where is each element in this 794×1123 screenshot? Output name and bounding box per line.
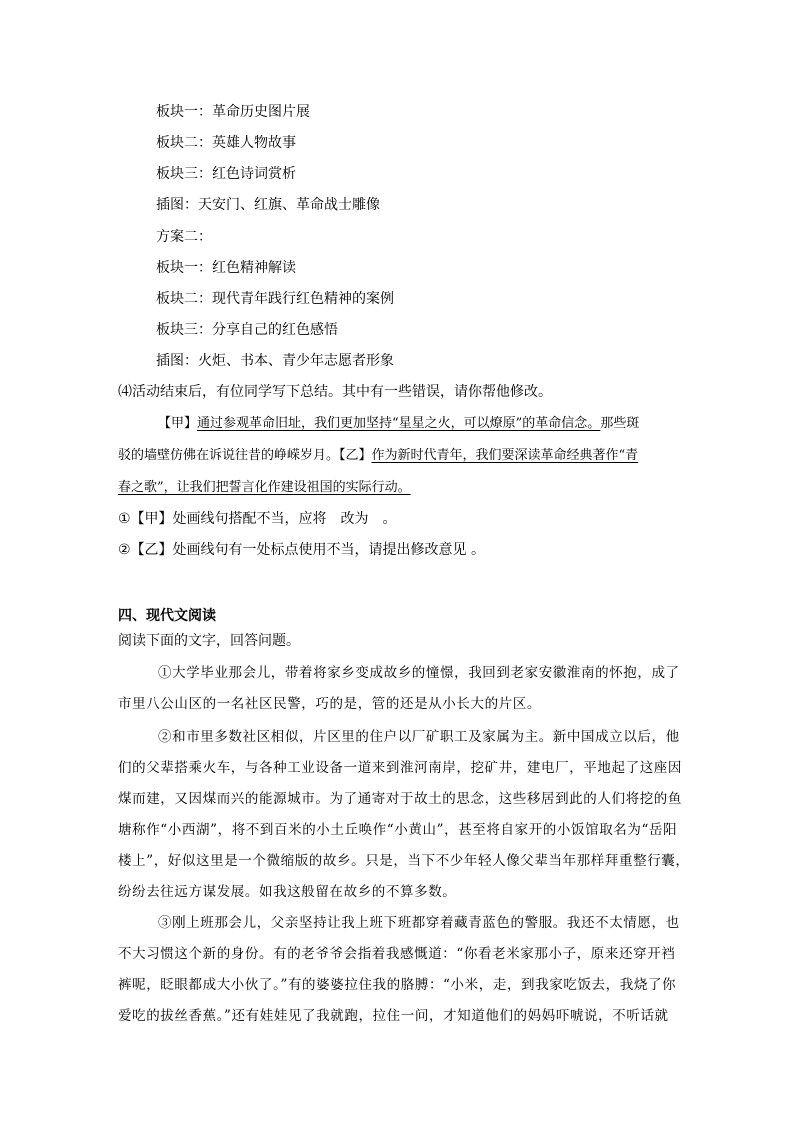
passage-line-1: [158, 414, 639, 434]
passage-line-3: [118, 478, 411, 498]
underlined-sentence-jia: 通过参观革命旧址，我们更加坚持“星星之火，可以燎原”的革命信念。: [197, 416, 601, 431]
plan2-block1: 板块一：红色精神解读: [156, 260, 296, 276]
passage-line-2: [118, 446, 638, 466]
underlined-sentence-yi: 作为新时代青年，我们要深读革命经典著作“青: [371, 448, 639, 463]
plan1-block2: 板块二：英雄人物故事: [156, 135, 296, 151]
article-p1-line2: 市里八公山区的一名社区民警，巧的是，管的还是从小长大的片区。: [118, 696, 541, 712]
article-p2-line3: 煤而建，又因煤而兴的能源城市。为了通寄对于故土的思念，这些移居到此的人们将挖的鱼: [118, 791, 682, 807]
article-p3-line2: 不大习惯这个新的身份。有的老爷爷会指着我感慨道：“你看老米家那小子，原来还穿开裆: [118, 946, 676, 962]
passage-text: 那些斑: [600, 416, 640, 431]
sub-question-1: ①【甲】处画线句搭配不当，应将 改为 。: [118, 511, 397, 527]
plan1-block3: 板块三：红色诗词赏析: [156, 166, 296, 182]
article-p3-line3: 裤呢，眨眼都成大小伙了。”有的婆婆拉住我的胳膊：“小米，走，到我家吃饭去，我烧了你: [118, 977, 677, 993]
question-4-prompt: ⑷活动结束后，有位同学写下总结。其中有一些错误，请你帮他修改。: [118, 384, 552, 400]
article-p2-line1: ②和市里多数社区相似，片区里的住户以厂矿职工及家属为主。新中国成立以后，他: [158, 729, 680, 745]
passage-text: 驳的墙壁仿佛在诉说往昔的峥嵘岁月。: [118, 448, 340, 463]
marker-yi: 【乙】: [339, 448, 372, 463]
article-p2-line6: 纷纷去往远方谋发展。如我这般留在故乡的不算多数。: [118, 884, 457, 900]
plan2-block2: 板块二：现代青年践行红色精神的案例: [156, 291, 394, 307]
article-p3-line1: ③刚上班那会儿，父亲坚持让我上班下班都穿着藏青蓝色的警服。我还不太情愿，也: [158, 915, 680, 931]
plan2-title: 方案二：: [156, 229, 212, 245]
sub-question-2: ②【乙】处画线句有一处标点使用不当，请提出修改意见 。: [118, 542, 485, 558]
article-p3-line4: 爱吃的拔丝香蕉。”还有娃娃见了我就跑，拉住一问，才知道他们的妈妈吓唬说，不听话就: [118, 1008, 669, 1024]
underlined-sentence-yi-cont: 春之歌”，让我们把誓言化作建设祖国的实际行动。: [118, 480, 411, 495]
plan2-illustration: 插图：火炬、书本、青少年志愿者形象: [156, 353, 394, 369]
plan1-illustration: 插图：天安门、红旗、革命战士雕像: [156, 197, 380, 213]
section-instruction: 阅读下面的文字，回答问题。: [118, 633, 300, 649]
article-p2-line5: 楼上”，好似这里是一个微缩版的故乡。只是，当下不少年轻人像父辈当年那样拜重整行囊，: [118, 853, 690, 869]
article-p2-line2: 们的父辈搭乘火车，与各种工业设备一道来到淮河南岸，挖矿井，建电厂，平地起了这座因: [118, 760, 682, 776]
marker-jia: 【甲】: [158, 416, 198, 431]
plan2-block3: 板块三：分享自己的红色感悟: [156, 322, 338, 338]
section-heading: 四、现代文阅读: [118, 608, 216, 624]
article-p2-line4: 塘称作“小西湖”，将不到百米的小土丘唤作“小黄山”，甚至将自家开的小饭馆取名为“岳阳: [118, 822, 678, 838]
article-p1-line1: ①大学毕业那会儿，带着将家乡变成故乡的憧憬，我回到老家安徽淮南的怀抱，成了: [158, 665, 680, 681]
plan1-block1: 板块一：革命历史图片展: [156, 104, 310, 120]
